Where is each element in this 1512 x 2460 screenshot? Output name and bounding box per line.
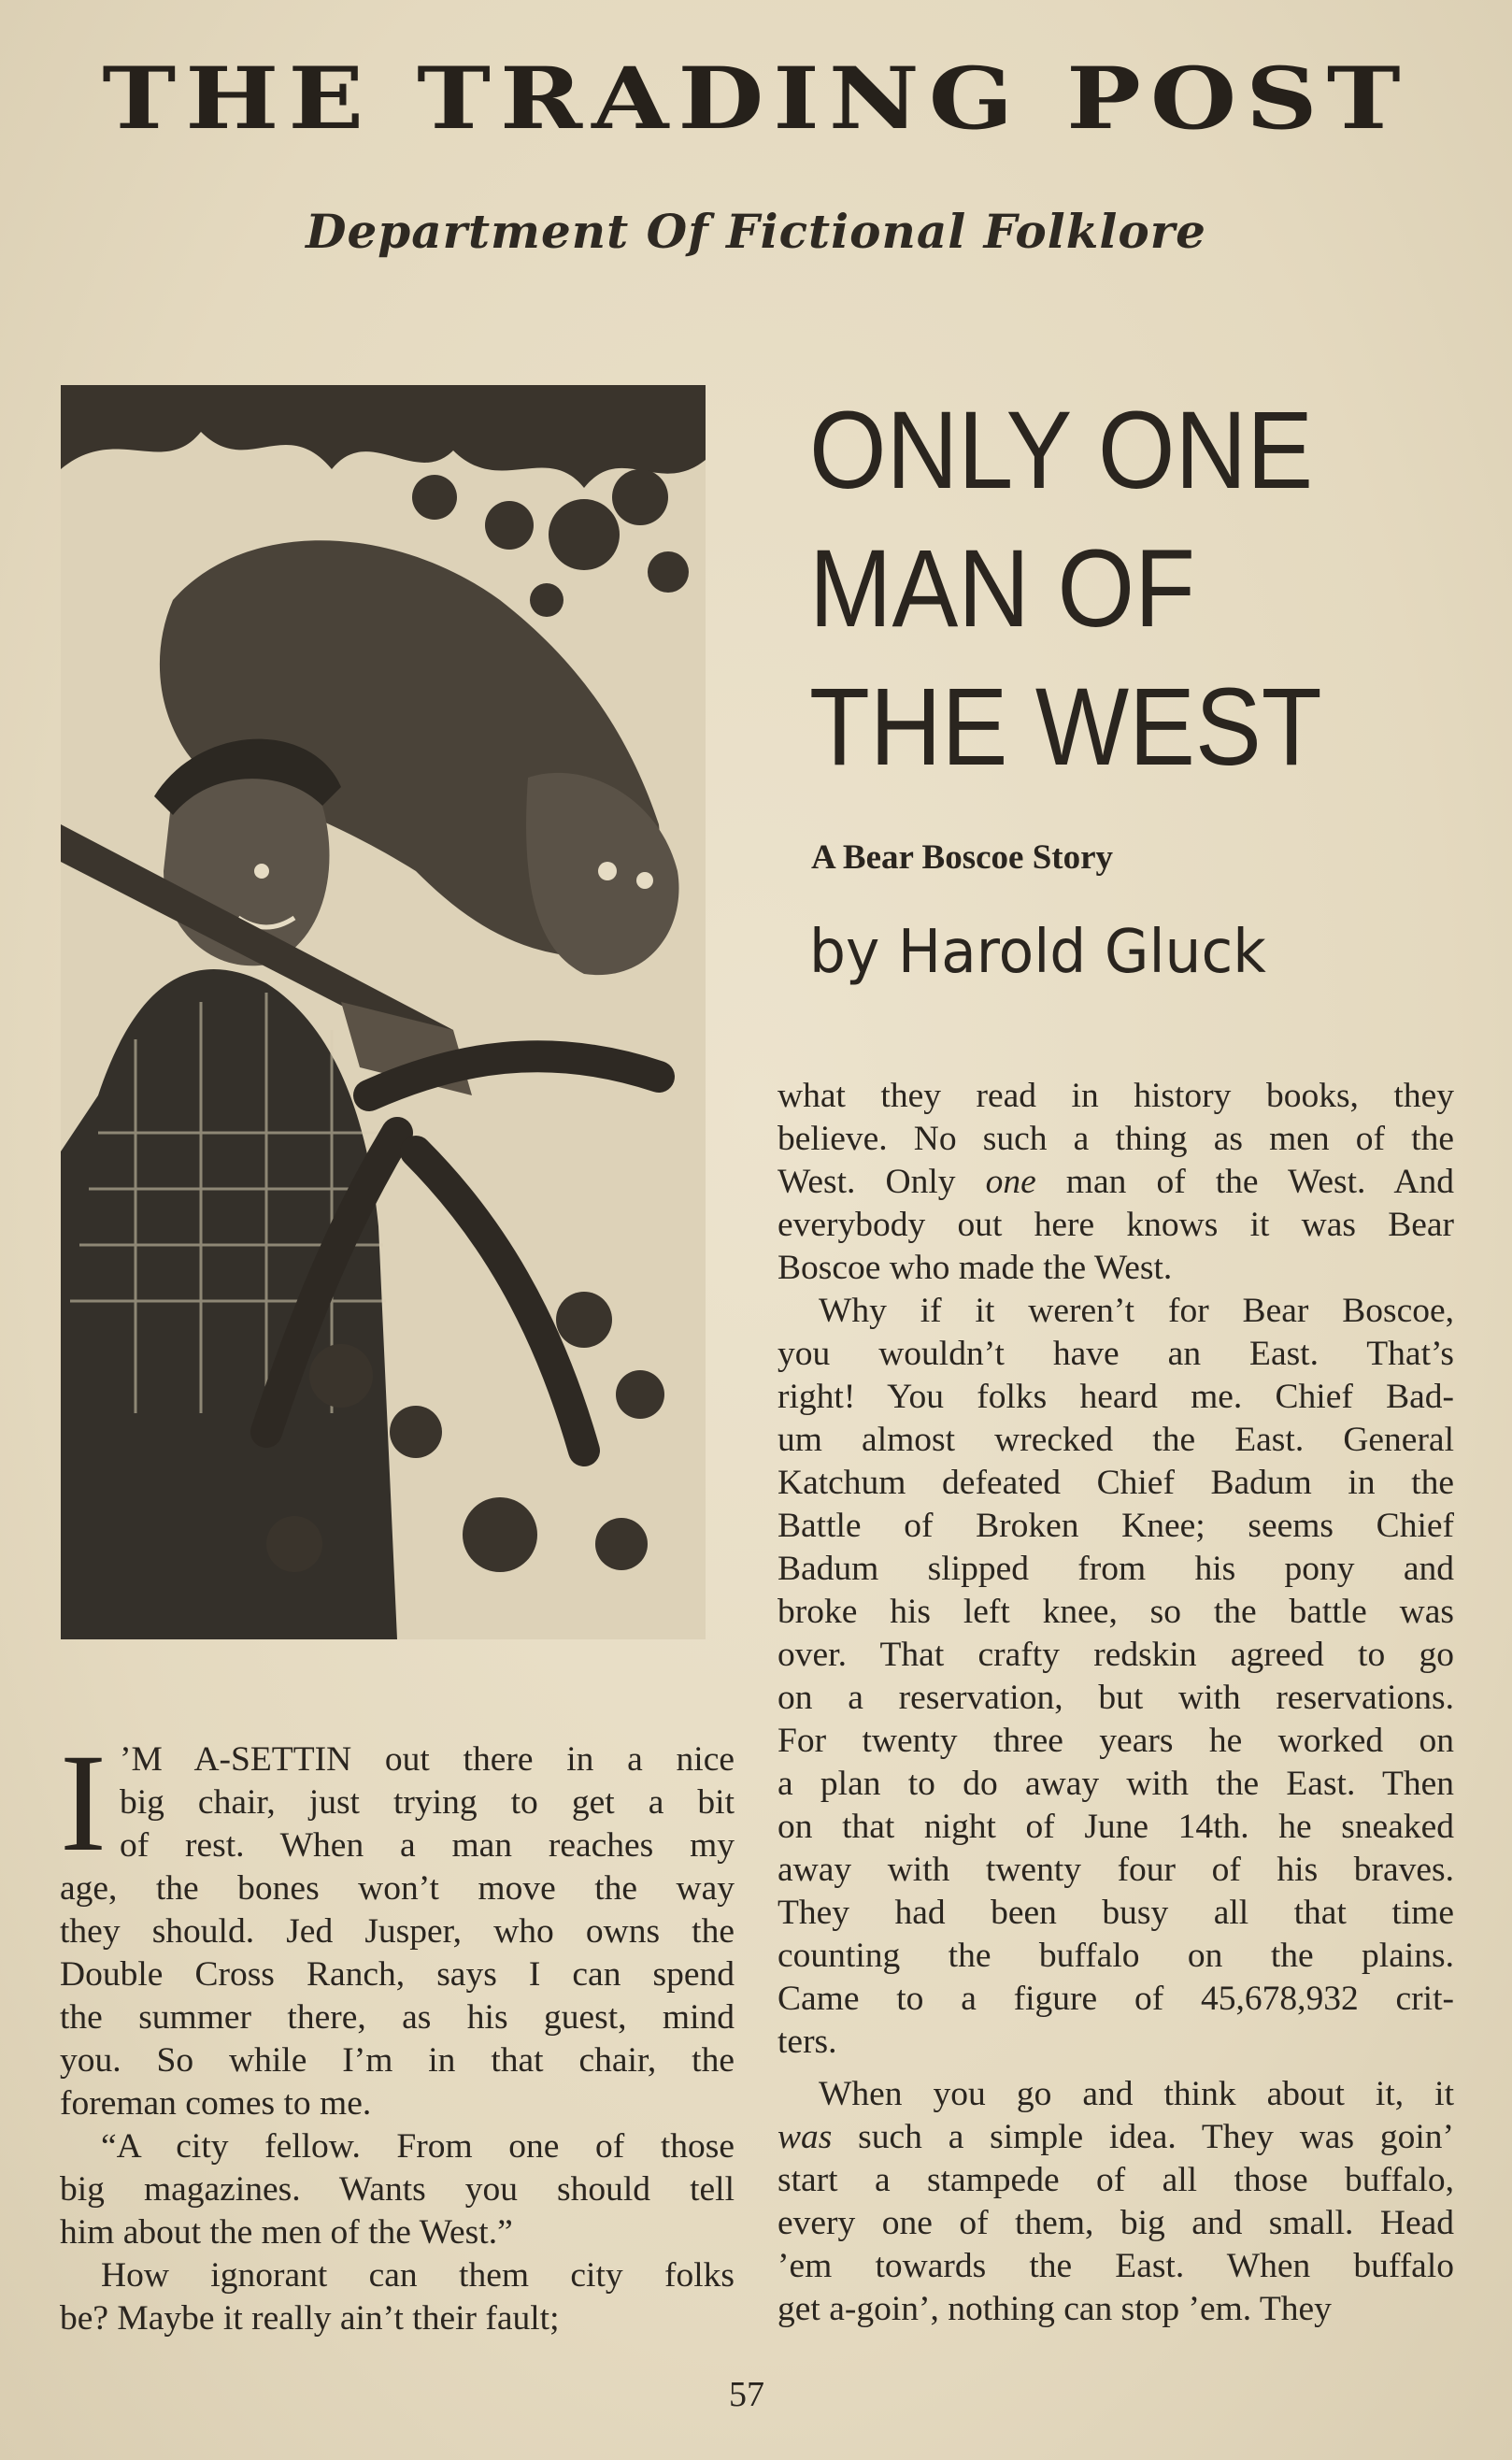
text-line: start a stampede of all those buffalo, (777, 2161, 1454, 2199)
title-line-3: THE WEST (809, 665, 1322, 789)
text-line: believe. No such a thing as men of the (777, 1120, 1454, 1158)
text-line: you wouldn’t have an East. That’s (777, 1335, 1454, 1373)
text-line: ters. (777, 2023, 837, 2061)
text-line: be? Maybe it really ain’t their fault; (60, 2299, 560, 2338)
text-line: Double Cross Ranch, says I can spend (60, 1955, 735, 1994)
story-illustration (61, 385, 706, 1639)
text-line: “A city fellow. From one of those (101, 2127, 735, 2166)
title-line-1: ONLY ONE (809, 389, 1314, 512)
text-line: get a-goin’, nothing can stop ’em. They (777, 2290, 1332, 2328)
story-subtitle: A Bear Boscoe Story (811, 838, 1114, 877)
text-line: you. So while I’m in that chair, the (60, 2041, 735, 2080)
text-line: on a reservation, but with reservations. (777, 1679, 1454, 1717)
author-byline: by Harold Gluck (809, 918, 1266, 987)
text-line: ’M A-SETTIN out there in a nice (119, 1740, 735, 1779)
text-line: big chair, just trying to get a bit (119, 1783, 735, 1822)
masthead: THE TRADING POST (102, 47, 1410, 149)
text-line: over. That crafty redskin agreed to go (777, 1636, 1454, 1674)
right-column (777, 1075, 1454, 2331)
text-line: counting the buffalo on the plains. (777, 1937, 1454, 1975)
text-line: West. Only one man of the West. And (777, 1163, 1454, 1201)
paragraph (777, 1075, 1454, 1290)
left-column (60, 1725, 735, 2340)
text-line: right! You folks heard me. Chief Bad- (777, 1378, 1454, 1416)
text-line: They had been busy all that time (777, 1894, 1454, 1932)
page-number: 57 (729, 2375, 764, 2414)
department-subtitle: Department Of Fictional Folklore (306, 204, 1206, 259)
text-line: Badum slipped from his pony and (777, 1550, 1454, 1588)
text-line: broke his left knee, so the battle was (777, 1593, 1454, 1631)
text-line: they should. Jed Jusper, who owns the (60, 1912, 735, 1951)
paragraph (60, 2125, 735, 2254)
paragraph (60, 1725, 735, 2125)
story-title (809, 381, 1415, 796)
text-line: Battle of Broken Knee; seems Chief (777, 1507, 1454, 1545)
text-line: ’em towards the East. When buffalo (777, 2247, 1454, 2285)
title-line-2: MAN OF (809, 527, 1195, 651)
text-line: Katchum defeated Chief Badum in the (777, 1464, 1454, 1502)
text-line: on that night of June 14th. he sneaked (777, 1808, 1454, 1846)
text-line: Boscoe who made the West. (777, 1249, 1173, 1287)
paragraph (777, 1290, 1454, 2064)
paragraph (777, 2073, 1454, 2331)
text-line: How ignorant can them city folks (101, 2256, 735, 2295)
text-line: away with twenty four of his braves. (777, 1851, 1454, 1889)
text-line: of rest. When a man reaches my (119, 1826, 735, 1865)
text-line: what they read in history books, they (777, 1077, 1454, 1115)
text-line: everybody out here knows it was Bear (777, 1206, 1454, 1244)
text-line: him about the men of the West.” (60, 2213, 513, 2252)
text-line: a plan to do away with the East. Then (777, 1765, 1454, 1803)
text-line: every one of them, big and small. Head (777, 2204, 1454, 2242)
text-line: Why if it weren’t for Bear Boscoe, (819, 1292, 1454, 1330)
text-line: For twenty three years he worked on (777, 1722, 1454, 1760)
text-line: big magazines. Wants you should tell (60, 2170, 735, 2209)
paragraph (60, 2254, 735, 2340)
text-line: Came to a figure of 45,678,932 crit- (777, 1980, 1454, 2018)
text-line: the summer there, as his guest, mind (60, 1998, 735, 2037)
text-line: When you go and think about it, it (819, 2075, 1454, 2113)
drop-cap: I (60, 1725, 107, 1881)
text-line: age, the bones won’t move the way (60, 1869, 735, 1908)
text-line: was such a simple idea. They was goin’ (777, 2118, 1454, 2156)
text-line: um almost wrecked the East. General (777, 1421, 1454, 1459)
text-line: foreman comes to me. (60, 2084, 372, 2123)
